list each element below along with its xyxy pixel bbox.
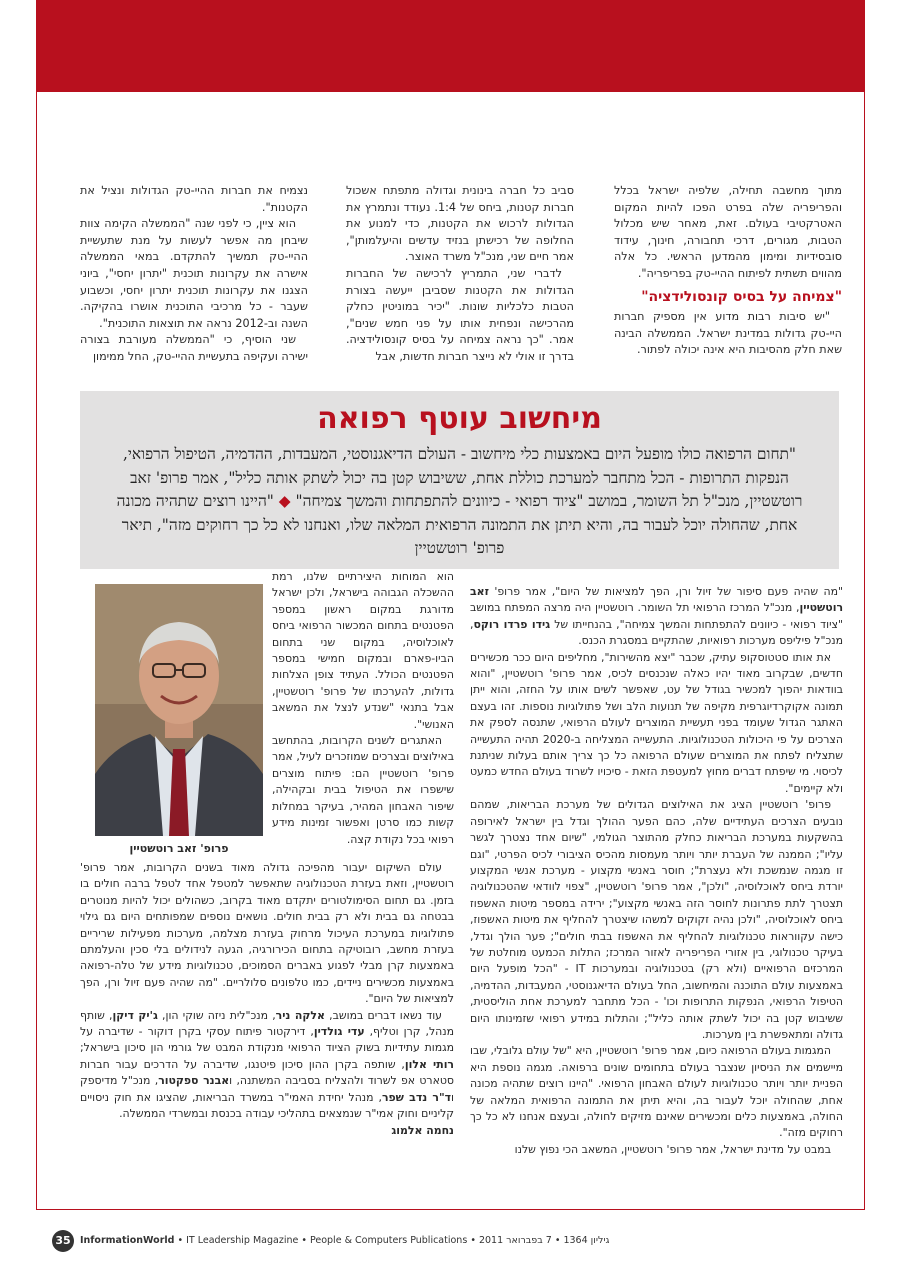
top-color-band [36, 0, 865, 92]
paragraph: במבט על מדינת ישראל, אמר פרופ' רוטשטיין, המשאב הכי נפוץ שלנו [514, 1142, 831, 1156]
speaker-name: ד"ר נדב שפר [381, 1090, 452, 1104]
author-byline: נחמה אלמוג [391, 1123, 454, 1137]
paragraph: המגמות בעולם הרפואה כיום, אמר פרופ' רוטשטיין, היא "של עולם גלובלי, שבו מיישמים את הניסיון שנצבר בעולם בתחומים שונים ברפואה. מגמה נוספת היא הפניית יותר ויותר טכנולוגיות לעולם האבחון הרפואי. "היינו רוצים שתהיה מכונה אחת, שהחולה יוכל לעבור בה, והיא תיתן את התמונה הרפואית המלאה של החולה, באמצעות כלים ומכשירים שאינם מזיקים לחולה, ובעצם אנחנו לא כל כך רחוקים מזה". [470, 1044, 843, 1140]
bottom-column-left-upper [272, 569, 454, 848]
moderator-name: גידו פרדו רוקס [473, 617, 551, 631]
paragraph [470, 584, 843, 650]
magazine-name: IT Leadership Magazine [186, 1235, 299, 1246]
speaker-name: רותי אלון [404, 1057, 454, 1071]
page-footer [52, 1230, 852, 1252]
paragraph [80, 1008, 454, 1123]
publication-name: InformationWorld [80, 1235, 175, 1246]
lead-text-part-2: "היינו רוצים שתהיה מכונה אחת, שהחולה יוכל לעבור בה, והיא תיתן את התמונה הרפואית המלאה שלו, ואנחנו לא כל כך רחוקים מזה", תיאר פרופ' רוטשטיין [116, 492, 798, 557]
speaker-name: עדי גולדין [313, 1025, 365, 1039]
bottom-column-right [470, 584, 843, 1158]
text-run: , שותפה בקרן ההון סיכון פיטנגו, שדיברה על הדרכים עבור חברות סטארט אפ לשרוד ולהצליח בסביבה המשתנה, ו [80, 1057, 454, 1088]
separator-dot: • [177, 1235, 187, 1246]
speaker-name: זאב רוטשטיין [470, 585, 843, 615]
text-run: עוד נשאו דברים במושב, [324, 1008, 443, 1022]
diamond-icon: ◆ [278, 492, 291, 510]
text-run: , דירקטור פיתוח עסקי בקרן דוקור - שדיברה על מגמות עתידיות בשוק הציוד הרפואי מנקודת המבט של גורמי הון סיכון בישראל; [80, 1025, 454, 1055]
portrait-illustration [95, 584, 263, 836]
paragraph: עולם השיקום יעבור מהפיכה גדולה מאוד בשנים הקרובות, אמר פרופ' רוטשטיין, וזאת בעזרת הטכנולוגיה שתאפשר למטפל אחד לטפל ברבה חולים בו בזמן. גם תחום הסימולטורים יתקדם מאוד בקרוב, כשהולים יכול להיות מנוטרים בבטחה גם בבית ולא רק בבית חולים. נושאים נוספים שמפותחים היום גם גילוי פתולוגיות במערכת העיכול מרחוק בעזרת מצלמה, מערכות מפעילות שריריים בעזרת מחשב, רובוטיקה בתחום הכירורגיה, הגעה לנידולים בלי סכין והעלמתם באמצעות קרן מבלי לפגוע באברים הסמוכים, טכנולוגיות מידע של טלה-רפואה באמצעות מכשירים ניידים, כמו טלפונים סלולריים. "מה שהיה פעם זיול ורן, הפך למציאות של היום". [80, 861, 454, 1006]
paragraph: נצמיח את חברות ההיי-טק הגדולות ונציל את הקטנות". [80, 184, 308, 214]
top-column-middle [346, 183, 574, 366]
paragraph: סביב כל חברה בינונית וגדולה מתפתח אשכול חברות קטנות, ביחס של 1:4. נעודד ונתמרץ את הגדולות לרכוש את הקטנות, כדי למנוע את החלופה של רכישתן בנזיד עדשים והיעלמותן", אמר חיים שני, מנכ"ל משרד האוצר. [346, 184, 574, 264]
photo-caption: פרופ' זאב רוטשטיין [129, 842, 229, 855]
text-run: , מנכ"ל פיליפס מערכות רפואיות, שהתקיים במסגרת הכנס. [470, 617, 843, 648]
text-run: , שותף מנהל, קרן וטליף, [80, 1008, 455, 1039]
top-column-left [80, 183, 308, 366]
headline-box [80, 391, 839, 569]
frame-line-right [864, 92, 865, 1210]
text-run: "מה שהיה פעם סיפור של זיול ורן, הפך למציאות של היום", אמר פרופ' [488, 585, 843, 598]
footer-text [80, 1235, 609, 1246]
publisher-name: People & Computers Publications [309, 1235, 468, 1246]
top-column-right [614, 183, 842, 359]
separator-dot: • [301, 1235, 310, 1246]
paragraph: מתוך מחשבה תחילה, שלפיה ישראל בכלל והפריפריה שלה בפרט הפכו להיות המקום האטרקטיבי בעולם. זאת, מאחר שיש מכלול הטבות, מגורים, דרכי תחבורה, חינוך, עידוד סובסידיות ומימון מהמדען הראשי. כל אלה מהווים תשתית לפיתוח ההיי-טק בפריפריה". [614, 184, 842, 280]
paragraph: את אותו סטטוסקופ עתיק, שכבר "יצא מהשירות", מחליפים היום ככר מכשירים חדשים, שבקרוב מאוד יהיו כאלה שנכנסים לכיס, אמר פרופ' רוטשטיין, "והוא בוודאות יהפוך למכשיר בגודל של עט, שאפשר לשים אותו על החזה, והוא ייתן תמונה אקוקרדיוגרפית מקיפה של תנועות הלב ושל פתולוגיות נוספות. זהו בעצם האתגר הגדול שעומד בפני תעשיית המוצרים לעולם הרפואי, שתנסה לספק את הצרכים על פי היכולות הטכנולוגיות. התעשייה המצליחה ב-2020 תהיה התעשייה שתצליח לפתח את המוצרים שעולם הרפואה כל כך צריך אותם בעלות שניתנת לכיסוי. מי שיפתח דברים מחוץ למעטפת הזאת - סיכויו לשרוד בעולם החדש כמעט ולא קיימים". [470, 650, 843, 795]
page-number: 35 [52, 1230, 74, 1252]
separator-dot: • [470, 1235, 479, 1246]
speaker-name: אלקה ניר [275, 1008, 325, 1022]
speaker-name: ג'יק דיקן [112, 1008, 158, 1022]
section-subheading: "צמיחה על בסיס קונסולידציה" [641, 288, 842, 305]
article-lead [80, 443, 839, 561]
lead-text-part-1: "תחום הרפואה כולו מופעל היום באמצעות כלי מיחשוב - העולם הדיאגנוסטי, המעבדות, ההדמיה, הטיפול הרפואי, הנפקות התרופות - הכל מתחבר למערכת כוללת אחת, ששיבוש קטן בה יכול לשתק אותה כליל", אמר פרופ' זאב רוטשטיין, מנכ"ל תל השומר, במושב "ציוד רפואי - כיוונים להתפתחות והמשך צמיחה" [122, 445, 803, 510]
speaker-name: אבנר ספקטור [158, 1074, 230, 1088]
paragraph: פרופ' רוטשטיין הציג את האילוצים הגדולים של מערכת הבריאות, שמהם נובעים הצרכים העתידיים שלה, כהם הפער ההולך וגדל בין ישראל לאירופה בהשקעות במערכת הבריאות כחלק מהתוצר הגולמי, "שיום אחד נצטרך לגשר עליו"; הממנה של העברת יותר ויותר מעמסות מהכיס הציבורי לכיס הפרטי, "וגם זו מגמה שנמשכת ולא נעצרת"; חוסר באנשי מקצוע - מערכת אנשי המקצוע יורדת ביחס לאוכלוסיה, "ולכן", אמר פרופ' רוטשטיין, "צפוי לוודאי שהטכנולוגיה תצטרך לתת פתרונות לחוסר הזה באנשי מקצוע"; ירידה במספר מיטות האשפוז ביחס לאוכלוסיה, "ולכן נהיה זקוקים למשהו שיצטרך להחליף את מיטות האשפוז, כישה עקווראות טכנולוגיות להחליף את האשפוז בבתי חולים"; פער הולך וגדל, בעיקר טכנולוגי, בין אזורי הפריפריה לאזור המרכז; התלות הכמעט מוחלטת של המרכזים הרפואיים (ולא רק) בטכנולוגיה ובמערכות IT - "הכל מופעל היום באמצעות עולם התוכנה והמיחשוב, החל בעולם הדיאגנוסטי, המעבדות, ההדמיה, הטיפול הרפואי, הנפקות התרופות וכו' - הכל מתחבר למערכת אחת הוליסטית, ששיבוש קטן בה יכול לשתק אותה כליל"; והתלות במידע רפואי שזמינותו היום גדולה ומתאפשרת בין מערכות. [470, 798, 843, 1041]
paragraph: האתגרים לשנים הקרובות, בהתחשב באילוצים ובצרכים שמוזכרים לעיל, אמר פרופ' רוטשטיין הם: פיתוח מוצרים שישפרו את הטיפול בבית ובקהילה, שיפור האבחון המהיר, בעיקר במחלות קשות כמו סרטן ואפשור זמינות מידע רפואי בכל נקודת קצה. [272, 734, 454, 846]
bottom-column-left-lower [80, 860, 454, 1139]
portrait-photo [95, 584, 263, 836]
issue-info: גיליון 1364 • 7 בפברואר 2011 [478, 1235, 610, 1246]
paragraph: הוא המוחות היצירתיים שלנו, רמת ההשכלה הגבוהה בישראל, ולכן ישראל מדורגת במקום ראשון במספר הפטנטים בתחום המכשור הרפואי ביחס לאוכלוסיה, במקום שני בתחום הביו-פארם ובמקום חמישי במספר הפטנטים הכולל. העתיד צופן הצלחות גדולות, להערכתו של פרופ' רוטשטיין, אבל בתנאי "שנדע לנצל את המשאב האנושי". [272, 570, 454, 731]
text-run: , מנכ"ל מדיספק ו [80, 1074, 454, 1104]
article-title: מיחשוב עוטף רפואה [317, 401, 602, 436]
frame-line-bottom [36, 1209, 865, 1210]
paragraph: "יש סיבות רבות מדוע אין מספיק חברות היי-טק גדולות במדינת ישראל. הממשלה הבינה שאת חלק מהסיבות היא אינה יכולה לפתור. [614, 310, 842, 357]
paragraph: שני הוסיף, כי "הממשלה מעורבת בצורה ישירה ועקיפה בתעשיית ההיי-טק, החל ממימון [80, 333, 308, 363]
frame-line-left [36, 92, 37, 1210]
text-run: , מנכ"לית ניזה שוקי הון, [157, 1008, 276, 1022]
paragraph: לדברי שני, התמריץ לרכישה של החברות הגדולות את הקטנות שסביבן ייעשה בצורת הטבות כלכליות שונות. "יכיר במוניטין כחלק מהרכישה ונפחית אותו על פני חמש שנים", אמר. "כך נראה צמיחה על בסיס קונסולידציה. בדרך זו אולי לא נייצר חברות חדשות, אבל [346, 266, 574, 363]
paragraph: הוא ציין, כי לפני שנה "הממשלה הקימה צוות שיבחן מה אפשר לעשות על מנת שתעשיית ההיי-טק תמשיך להתקדם. במאי הממשלה אישרה את עקרונות תוכנית "יתרון יחסי", ביוני הצגנו את עקרונות תוכנית יתרון יחסי, וכשבוע שעבר - כל מרכיבי התוכנית אושרו בהקיקה. השנה וב-2012 נראה את תוצאות התוכנית". [80, 217, 308, 330]
text-run: , מנהל יחידת האמי"ר במשרד הבריאות, שהציגו את חוק ניסויים קליניים וחוק אמי"ר שנמצאים בתהליכי עבודה בכנסת ובמשרדי הממשלה. [80, 1090, 454, 1121]
text-run: , מנכ"ל המרכז הרפואי תל השומר. רוטשטיין היה מרצה המפתח במושב "ציוד רפואי - כיוונים להתפתחות והמשך צמיחה", בהנחייתו של [470, 601, 843, 631]
